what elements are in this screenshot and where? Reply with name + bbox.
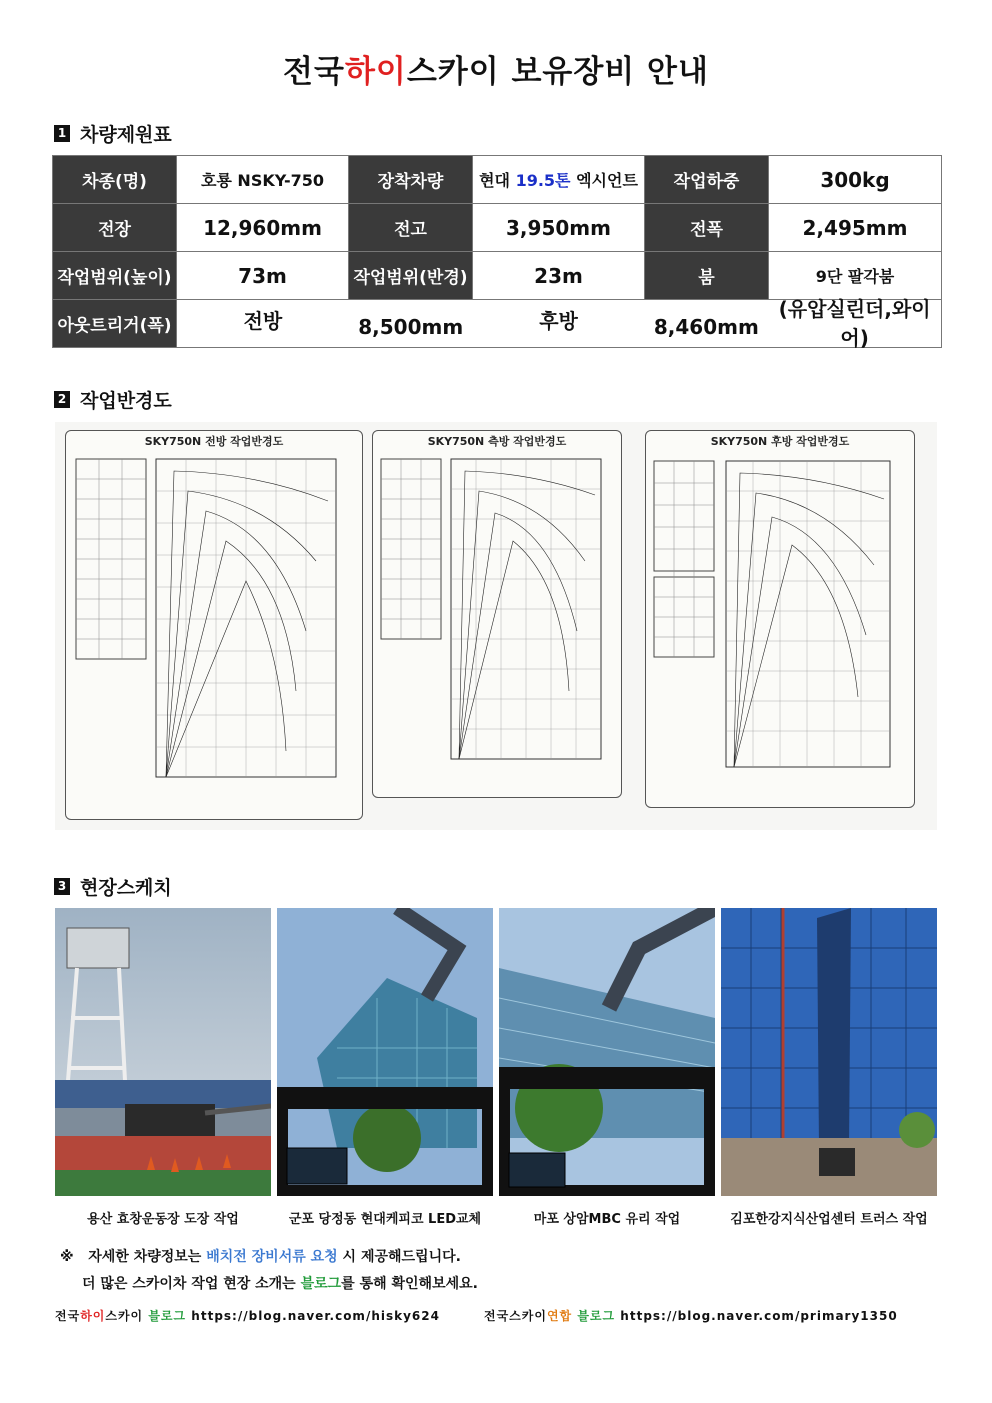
footer-blog-label: 블로그 <box>148 1309 187 1323</box>
spec-value: 호룡 NSKY-750 <box>177 156 349 204</box>
outrigger-rear-label: 후방 <box>539 309 578 333</box>
photo-caption: 용산 효창운동장 도장 작업 <box>87 1212 239 1227</box>
spec-value: 3,950mm <box>473 204 645 252</box>
title-part-1: 전국 <box>283 54 345 90</box>
title-part-3: 스카이 보유장비 안내 <box>406 54 709 90</box>
footer-url: https://blog.naver.com/primary1350 <box>615 1309 898 1323</box>
outrigger-type: (유압실린더,와이어) <box>778 296 931 350</box>
footer-url: https://blog.naver.com/hisky624 <box>186 1309 440 1323</box>
radius-chart-rear <box>645 430 915 808</box>
spec-header: 작업범위(반경) <box>349 252 473 300</box>
note-mark: ※ <box>60 1249 74 1265</box>
note-text: 시 제공해드립니다. <box>337 1249 461 1265</box>
led-photo-graphic <box>277 908 493 1196</box>
spec-value-outrigger <box>177 296 942 350</box>
spec-header: 작업하중 <box>645 156 769 204</box>
site-photo-stadium <box>55 908 271 1196</box>
table-row <box>53 156 942 204</box>
spec-value-highlight: 19.5톤 <box>515 171 571 190</box>
spec-header: 아웃트리거(폭) <box>53 300 177 348</box>
note-highlight: 배치전 장비서류 요청 <box>206 1249 338 1265</box>
info-note-line-2 <box>82 1273 478 1293</box>
spec-header: 붐 <box>645 252 769 300</box>
table-row <box>53 204 942 252</box>
note-text: 를 통해 확인해보세요. <box>341 1276 478 1292</box>
spec-header: 전장 <box>53 204 177 252</box>
chart-title: SKY750N 전방 작업반경도 <box>144 435 284 448</box>
section-number: 1 <box>54 125 70 142</box>
note-text: 자세한 차량정보는 <box>88 1249 207 1265</box>
section-label: 현장스케치 <box>80 877 172 899</box>
spec-header: 전고 <box>349 204 473 252</box>
section-number: 2 <box>54 391 70 408</box>
footer-blog-label: 블로그 <box>572 1309 616 1323</box>
spec-value: 23m <box>473 252 645 300</box>
footer-text: 연합 <box>546 1309 573 1323</box>
site-photos <box>55 908 937 1196</box>
site-photo-glass <box>499 908 715 1196</box>
photo-caption: 마포 상암MBC 유리 작업 <box>533 1212 681 1227</box>
footer-text: 스카이 <box>105 1309 149 1323</box>
outrigger-front-value: 8,500mm <box>358 314 464 339</box>
site-photo-truss <box>721 908 937 1196</box>
radius-chart-side <box>372 430 622 798</box>
title-part-2: 하이 <box>344 54 407 90</box>
photo-caption: 군포 당정동 현대케피코 LED교체 <box>288 1212 482 1227</box>
note-highlight: 블로그 <box>300 1276 342 1292</box>
spec-header: 전폭 <box>645 204 769 252</box>
spec-value: 73m <box>177 252 349 300</box>
outrigger-front-label: 전방 <box>243 309 283 333</box>
section-label: 작업반경도 <box>80 390 172 412</box>
info-note-line-1 <box>60 1246 461 1266</box>
radius-chart-front <box>65 430 363 820</box>
photo-caption: 김포한강지식산업센터 트러스 작업 <box>730 1212 928 1227</box>
spec-value <box>473 156 645 204</box>
page-title <box>0 46 992 91</box>
footer-blog-link-1[interactable] <box>55 1307 440 1324</box>
table-row <box>53 300 942 348</box>
spec-header: 작업범위(높이) <box>53 252 177 300</box>
footer-blog-link-2[interactable] <box>484 1307 898 1324</box>
outrigger-rear-value: 8,460mm <box>653 314 759 339</box>
section-heading-sketch <box>54 873 172 900</box>
chart-title: SKY750N 측방 작업반경도 <box>427 435 567 448</box>
section-heading-spec <box>54 120 172 147</box>
chart-grid-graphic <box>646 431 914 807</box>
section-label: 차량제원표 <box>80 124 172 146</box>
footer-text: 전국 <box>55 1309 81 1323</box>
section-heading-radius <box>54 386 172 413</box>
glass-photo-graphic <box>499 908 715 1196</box>
section-number: 3 <box>54 878 70 895</box>
truss-photo-graphic <box>721 908 937 1196</box>
footer-text: 하이 <box>80 1309 106 1323</box>
spec-value-part: 엑시언트 <box>570 171 638 190</box>
spec-value-part: 현대 <box>479 171 516 190</box>
radius-charts-image <box>55 422 937 830</box>
spec-table <box>52 155 942 348</box>
spec-value: 9단 팔각붐 <box>769 252 942 300</box>
spec-value: 12,960mm <box>177 204 349 252</box>
footer-text: 전국스카이 <box>484 1309 547 1323</box>
chart-grid-graphic <box>66 431 362 819</box>
site-photo-led <box>277 908 493 1196</box>
chart-title: SKY750N 후방 작업반경도 <box>710 435 850 448</box>
note-text: 더 많은 스카이차 작업 현장 소개는 <box>82 1276 301 1292</box>
spec-value: 2,495mm <box>769 204 942 252</box>
chart-grid-graphic <box>373 431 621 797</box>
spec-value: 300kg <box>769 156 942 204</box>
spec-header: 차종(명) <box>53 156 177 204</box>
stadium-photo-graphic <box>55 908 271 1196</box>
spec-header: 장착차량 <box>349 156 473 204</box>
